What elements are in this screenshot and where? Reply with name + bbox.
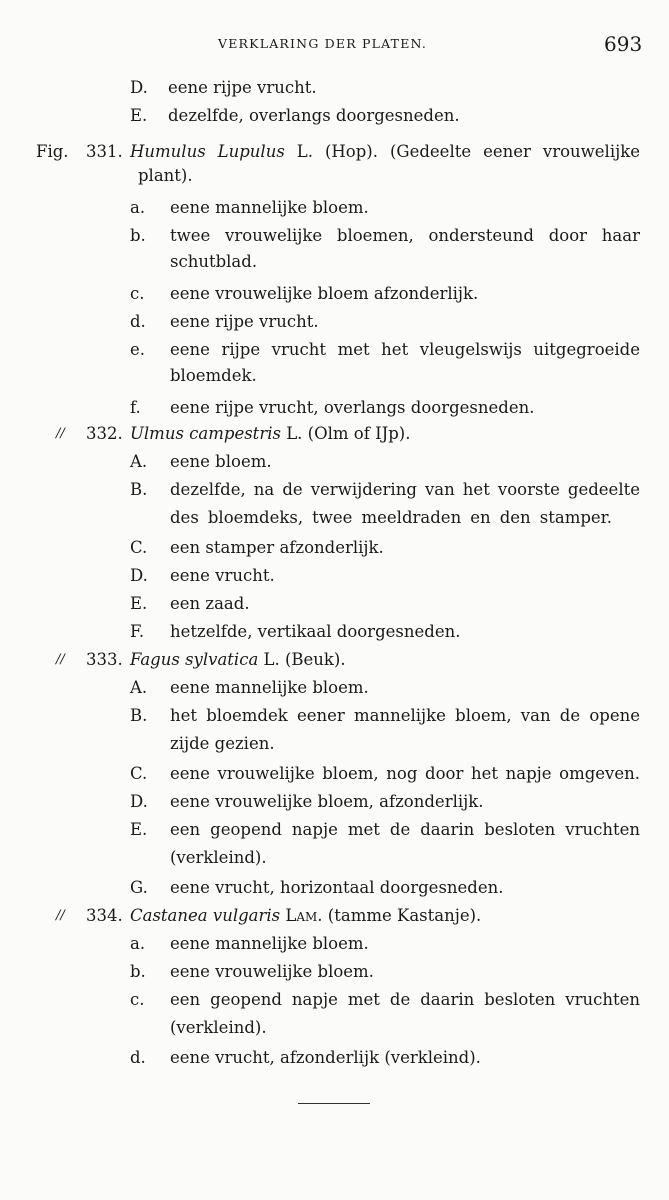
item-line <box>0 788 669 816</box>
item-line <box>0 702 669 730</box>
item-text: een geopend napje met de daarin besloten vruchten <box>170 820 640 839</box>
figure-title <box>130 902 481 930</box>
item-text: eene mannelijke bloem. <box>170 678 369 697</box>
item-line <box>0 336 669 364</box>
figure-heading-332 <box>0 420 669 448</box>
item-text-cont: (verkleind). <box>170 1018 267 1037</box>
item-line <box>0 102 669 130</box>
figure-number: 333. <box>86 650 123 669</box>
item-text-cont: des bloemdeks, twee meeldraden en den stamper. <box>170 508 612 527</box>
figure-title <box>130 646 346 674</box>
item-line <box>0 674 669 702</box>
species-name: Fagus sylvatica <box>130 650 259 669</box>
item-text: een stamper afzonderlijk. <box>170 538 384 557</box>
item-text: een geopend napje met de daarin besloten vruchten <box>170 990 640 1009</box>
item-text: eene vrucht, horizontaal doorgesneden. <box>170 878 504 897</box>
item-text: dezelfde, na de verwijdering van het voorste gedeelte <box>170 480 640 499</box>
item-line <box>0 562 669 590</box>
item-line-cont <box>0 248 669 276</box>
item-line <box>0 958 669 986</box>
item-letter: C. <box>130 764 148 783</box>
item-letter: G. <box>130 878 148 897</box>
item-text: een zaad. <box>170 594 250 613</box>
item-text: eene vrouwelijke bloem afzonderlijk. <box>170 284 479 303</box>
item-letter: c. <box>130 284 145 303</box>
figure-heading-cont <box>0 162 669 190</box>
item-letter: D. <box>130 566 148 585</box>
item-text: eene mannelijke bloem. <box>170 934 369 953</box>
item-letter: d. <box>130 1048 146 1067</box>
figure-heading-333 <box>0 646 669 674</box>
item-letter: E. <box>130 594 148 613</box>
item-text-cont: (verkleind). <box>170 848 267 867</box>
figure-number: 332. <box>86 424 123 443</box>
item-text: dezelfde, overlangs doorgesneden. <box>168 106 460 125</box>
item-text: twee vrouwelijke bloemen, ondersteund door haar <box>170 226 640 245</box>
ditto-mark: // <box>56 652 65 667</box>
item-letter: C. <box>130 538 148 557</box>
running-title: VERKLARING DER PLATEN. <box>218 36 428 51</box>
item-letter: a. <box>130 198 146 217</box>
item-text: eene vrouwelijke bloem, nog door het napje omgeven. <box>170 764 640 783</box>
item-text-cont: schutblad. <box>170 252 258 271</box>
page-number: 693 <box>604 32 643 56</box>
item-line <box>0 476 669 504</box>
figure-title-rest: (tamme Kastanje). <box>322 906 482 925</box>
item-line <box>0 816 669 844</box>
end-rule <box>298 1103 370 1104</box>
item-line <box>0 930 669 958</box>
item-letter: e. <box>130 340 146 359</box>
item-text: eene rijpe vrucht. <box>170 312 319 331</box>
item-line <box>0 222 669 250</box>
species-name: Humulus Lupulus <box>130 142 285 161</box>
item-letter: f. <box>130 398 141 417</box>
ditto-mark: // <box>56 908 65 923</box>
item-letter: B. <box>130 480 148 499</box>
item-line <box>0 308 669 336</box>
figure-title <box>130 420 410 448</box>
item-text: hetzelfde, vertikaal doorgesneden. <box>170 622 461 641</box>
item-letter: c. <box>130 990 145 1009</box>
item-text: eene rijpe vrucht met het vleugelswijs uitgegroeide <box>170 340 640 359</box>
item-text: eene mannelijke bloem. <box>170 198 369 217</box>
item-line <box>0 986 669 1014</box>
item-letter: B. <box>130 706 148 725</box>
item-line <box>0 74 669 102</box>
item-line <box>0 280 669 308</box>
item-text: eene bloem. <box>170 452 272 471</box>
item-text-cont: bloemdek. <box>170 366 257 385</box>
item-line-cont <box>0 730 669 758</box>
page-header <box>0 30 669 60</box>
item-text: eene vrucht, afzonderlijk (verkleind). <box>170 1048 481 1067</box>
item-text: eene vrucht. <box>170 566 275 585</box>
item-letter: d. <box>130 312 146 331</box>
figure-label: Fig. <box>36 142 69 161</box>
figure-number: 331. <box>86 142 123 161</box>
figure-heading-334 <box>0 902 669 930</box>
item-letter: E. <box>130 820 148 839</box>
item-line <box>0 1044 669 1072</box>
item-line <box>0 534 669 562</box>
item-letter: b. <box>130 962 146 981</box>
figure-title-cont: plant). <box>138 166 193 185</box>
item-line-cont <box>0 504 669 532</box>
item-text: eene vrouwelijke bloem. <box>170 962 374 981</box>
item-letter: D. <box>130 78 148 97</box>
item-letter: F. <box>130 622 145 641</box>
item-text: het bloemdek eener mannelijke bloem, van de opene <box>170 706 640 725</box>
item-line-cont <box>0 844 669 872</box>
item-text: eene rijpe vrucht. <box>168 78 317 97</box>
item-letter: b. <box>130 226 146 245</box>
item-text: eene rijpe vrucht, overlangs doorgesneden. <box>170 398 535 417</box>
item-text-cont: zijde gezien. <box>170 734 275 753</box>
item-line-cont <box>0 1014 669 1042</box>
item-line <box>0 448 669 476</box>
item-line <box>0 194 669 222</box>
item-line-cont <box>0 362 669 390</box>
item-line <box>0 394 669 422</box>
figure-number: 334. <box>86 906 123 925</box>
item-text: eene vrouwelijke bloem, afzonderlijk. <box>170 792 484 811</box>
item-letter: E. <box>130 106 148 125</box>
item-line <box>0 590 669 618</box>
figure-title-rest: L. (Beuk). <box>258 650 346 669</box>
item-line <box>0 760 669 788</box>
figure-title-rest: L. (Olm of IJp). <box>280 424 411 443</box>
author-abbrev: Lam. <box>285 906 323 925</box>
figure-title-rest: L. (Hop). (Gedeelte eener vrouwelijke <box>284 142 640 161</box>
item-letter: D. <box>130 792 148 811</box>
item-letter: a. <box>130 934 146 953</box>
item-line <box>0 618 669 646</box>
ditto-mark: // <box>56 426 65 441</box>
species-name: Castanea vulgaris <box>130 906 281 925</box>
item-line <box>0 874 669 902</box>
species-name: Ulmus campestris <box>130 424 281 443</box>
item-letter: A. <box>130 678 148 697</box>
item-letter: A. <box>130 452 148 471</box>
